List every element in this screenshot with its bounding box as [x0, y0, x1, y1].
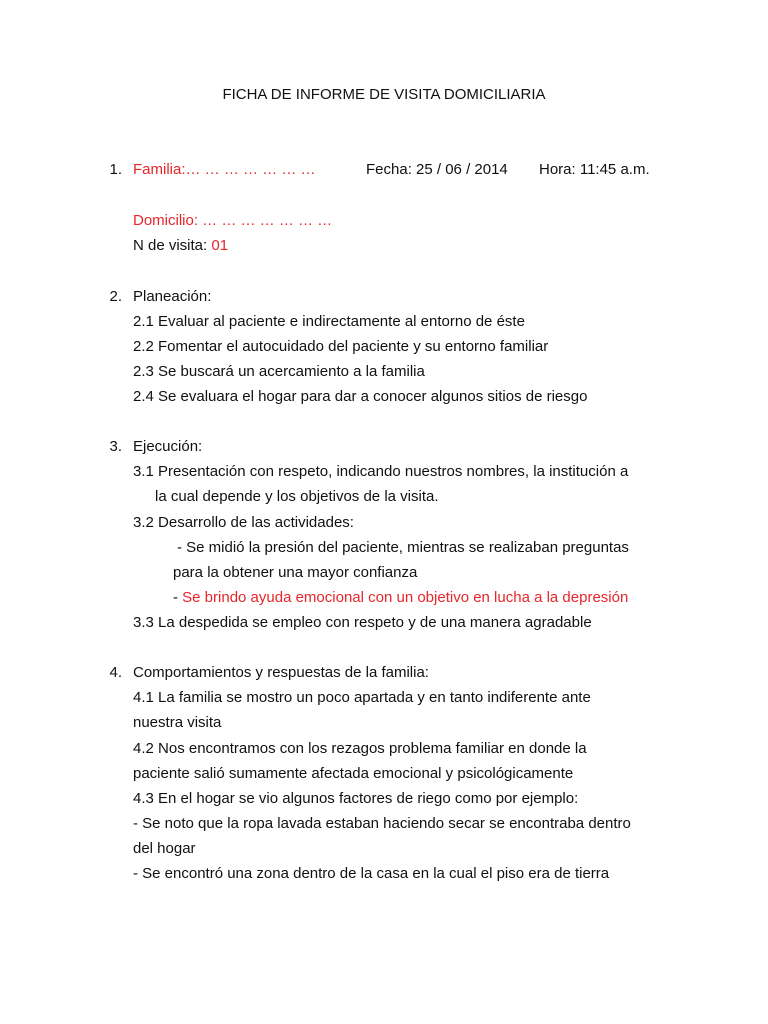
domicilio-field: Domicilio: … … … … … … … — [133, 212, 333, 229]
ejecucion-item-1-line-1: 3.1 Presentación con respeto, indicando nuestros nombres, la institución a — [133, 463, 629, 480]
ejecucion-sub-1-line-1: - Se midió la presión del paciente, mientras se realizaban preguntas — [177, 539, 629, 556]
comportamiento-line: paciente salió sumamente afectada emocional y psicológicamente — [133, 765, 574, 782]
section-3-heading: Ejecución: — [133, 438, 203, 455]
ejecucion-item-2: 3.2 Desarrollo de las actividades: — [133, 514, 354, 531]
familia-label: Familia: — [133, 161, 186, 178]
section-1-number: 1. — [109, 161, 122, 178]
hora-field: Hora: 11:45 a.m. — [539, 161, 650, 178]
document-title: FICHA DE INFORME DE VISITA DOMICILIARIA — [222, 86, 546, 103]
visita-value: 01 — [211, 237, 229, 254]
comportamiento-line: 4.3 En el hogar se vio algunos factores de riego como por ejemplo: — [133, 790, 579, 807]
planeacion-item: 2.1 Evaluar al paciente e indirectamente al entorno de éste — [133, 313, 525, 330]
ejecucion-item-3: 3.3 La despedida se empleo con respeto y de una manera agradable — [133, 614, 592, 631]
comportamiento-line: nuestra visita — [133, 714, 222, 731]
section-4-number: 4. — [109, 664, 122, 681]
ejecucion-sub-2-dash: - — [173, 589, 183, 606]
planeacion-item: 2.4 Se evaluara el hogar para dar a conocer algunos sitios de riesgo — [133, 388, 588, 405]
comportamiento-line: - Se noto que la ropa lavada estaban haciendo secar se encontraba dentro — [133, 815, 631, 832]
visita-field — [133, 237, 228, 255]
comportamiento-line: - Se encontró una zona dentro de la casa en la cual el piso era de tierra — [133, 865, 610, 882]
fecha-field: Fecha: 25 / 06 / 2014 — [366, 161, 508, 178]
ejecucion-sub-2 — [173, 589, 628, 607]
visita-label: N de visita: — [133, 237, 212, 254]
planeacion-item: 2.2 Fomentar el autocuidado del paciente y su entorno familiar — [133, 338, 549, 355]
ejecucion-sub-1-line-2: para la obtener una mayor confianza — [173, 564, 418, 581]
section-2-number: 2. — [109, 288, 122, 305]
ejecucion-sub-2-text: Se brindo ayuda emocional con un objetivo en lucha a la depresión — [182, 589, 629, 606]
comportamiento-line: del hogar — [133, 840, 196, 857]
familia-value: … … … … … … … — [185, 161, 316, 178]
comportamiento-line: 4.1 La familia se mostro un poco apartada y en tanto indiferente ante — [133, 689, 591, 706]
familia-field — [133, 161, 316, 179]
ejecucion-item-1-line-2: la cual depende y los objetivos de la visita. — [155, 488, 439, 505]
section-3-number: 3. — [109, 438, 122, 455]
planeacion-item: 2.3 Se buscará un acercamiento a la familia — [133, 363, 425, 380]
section-4-heading: Comportamientos y respuestas de la familia: — [133, 664, 429, 681]
section-2-heading: Planeación: — [133, 288, 212, 305]
comportamiento-line: 4.2 Nos encontramos con los rezagos problema familiar en donde la — [133, 740, 587, 757]
